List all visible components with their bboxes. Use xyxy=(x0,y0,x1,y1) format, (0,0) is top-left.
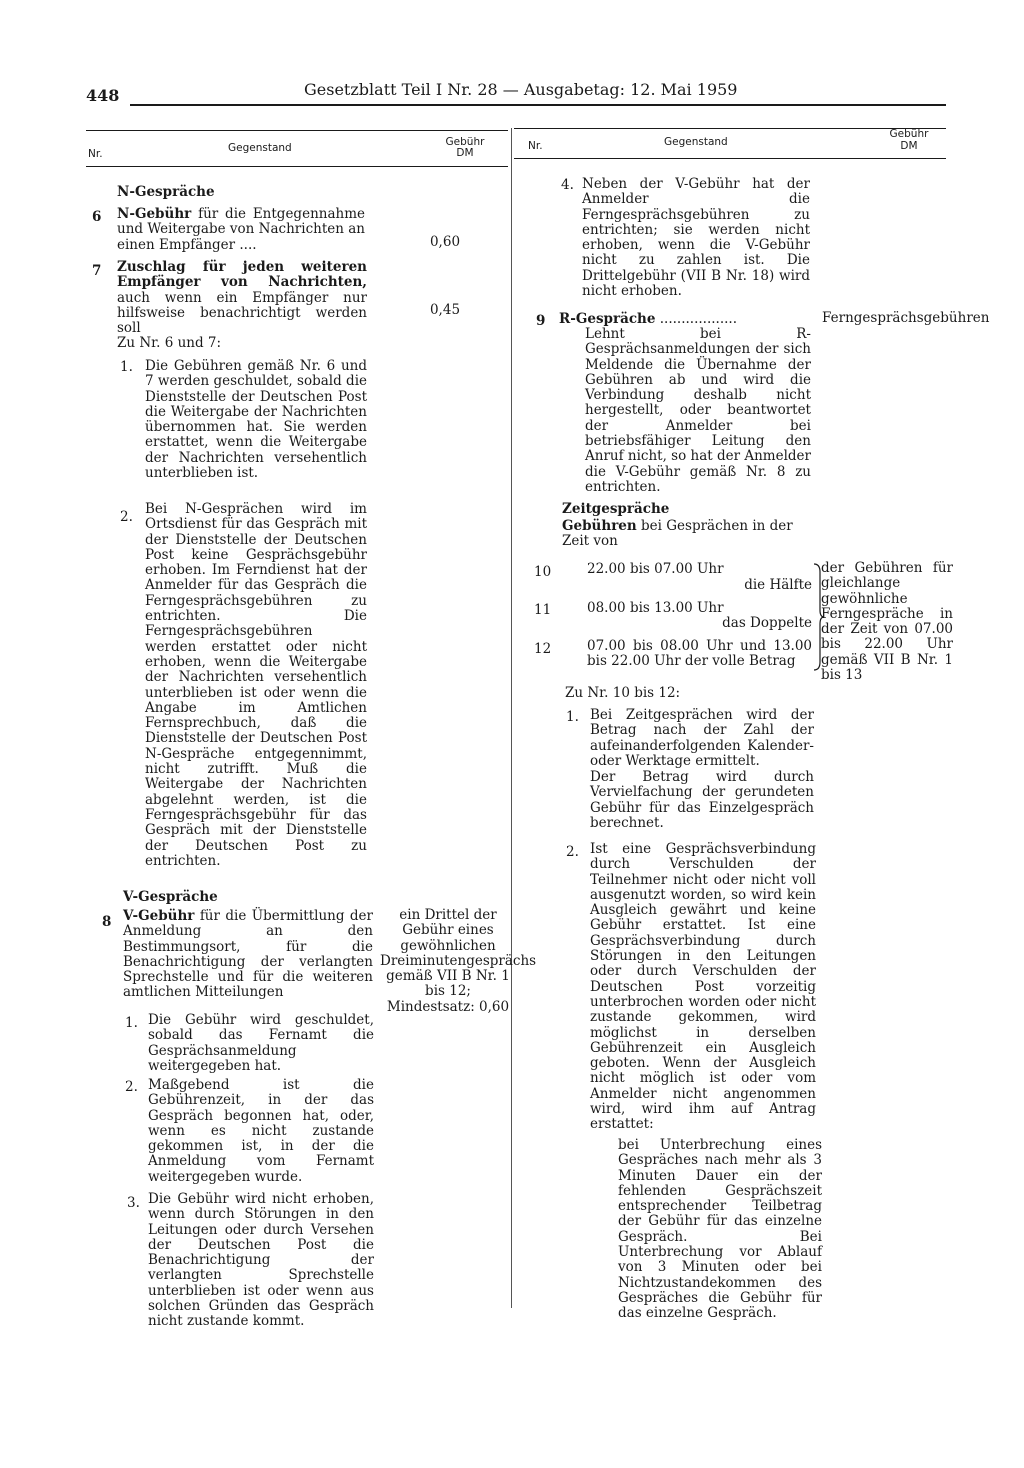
right-col-gegenstand: Gegenstand xyxy=(664,136,728,148)
zeit-note-1b: Der Betrag wird durch Vervielfachung der gerundeten Gebühr für das Einzelgespräch berechnet. xyxy=(590,769,814,831)
zu-6-7-note-1-number: 1. xyxy=(120,359,133,375)
item-8-number: 8 xyxy=(102,914,112,930)
item-10-rate: die Hälfte xyxy=(744,577,812,593)
item-9-text: Lehnt bei R-Gesprächsanmeldungen der sich Meldende die Übernahme der Gebühren ab und wird die Verbindung deshalb nicht hergestellt, oder beantwortet der Anmelder bei betriebsfähiger Leitung den Anruf nicht, so hat der Anmelder die V-Gebühr gemäß Nr. 8 zu entrichten. xyxy=(585,326,811,495)
v-note-1-number: 1. xyxy=(125,1015,138,1031)
item-10-time: 22.00 bis 07.00 Uhr xyxy=(587,561,724,577)
item-11-rate: das Doppelte xyxy=(722,615,812,631)
item-9-number: 9 xyxy=(536,313,546,329)
zeit-note-2-number: 2. xyxy=(566,844,579,860)
item-7-text xyxy=(117,260,367,336)
left-col-gebuehr: Gebühr xyxy=(445,136,485,148)
zu-nr-6-7-heading: Zu Nr. 6 und 7: xyxy=(117,335,222,351)
zu-6-7-note-2-number: 2. xyxy=(120,509,133,525)
left-table-head-rule xyxy=(86,166,508,167)
item-7-body: auch wenn ein Empfänger nur hilfsweise benachrichtigt werden soll xyxy=(117,289,367,337)
zeit-sub-text: bei Gesprächen in der Zeit von xyxy=(562,518,793,550)
item-7-number: 7 xyxy=(92,263,102,279)
zeit-note-2: Ist eine Gesprächsverbindung durch Verschulden der Teilnehmer nicht oder nicht voll ausgenutzt worden, so wird kein Ausgleich gewährt und keine Gebühr erstattet. Ist eine Gesprächsverbindung durch Störungen in den Leitungen oder durch Verschulden der Deutschen Post vorzeitig unterbrochen worden oder nicht zustande gekommen, wird möglichst in derselben Gebührenzeit ein Ausgleich geboten. Wenn der Ausgleich nicht möglich ist oder vom Anmelder nicht angenommen wird, wird ihm auf Antrag erstattet: xyxy=(590,841,816,1133)
item-8-fee: ein Drittel der Gebühr eines gewöhnlichen Dreiminutengesprächs gemäß VII B Nr. 1 bis 12; Mindestsatz: 0,60 xyxy=(380,907,537,1015)
item-9-bold: R-Gespräche xyxy=(559,311,656,327)
zeitgespraeche-heading: Zeitgespräche xyxy=(562,501,670,517)
item-10-number: 10 xyxy=(534,564,552,580)
page-number: 448 xyxy=(86,86,120,105)
zeitgespraeche-subheading xyxy=(562,519,816,550)
zu-nr-10-12-heading: Zu Nr. 10 bis 12: xyxy=(565,685,681,701)
left-col-nr: Nr. xyxy=(88,148,103,160)
right-col-dm: DM xyxy=(900,140,918,152)
item-9-heading xyxy=(559,312,737,327)
zu-6-7-note-2: Bei N-Gesprächen wird im Ortsdienst für das Gespräch mit der Dienststelle der Deutschen Post keine Gesprächsgebühr erhoben. Im Ferndienst hat der Anmelder für das Gespräch die Ferngesprächsgebühren zu entrichten. Die Ferngesprächsgebühren werden erstattet oder nicht erhoben, wenn die Weitergabe der Nachrichten versehentlich unterblieben ist oder wenn die Angabe im Amtlichen Fernsprechbuch, daß die Dienststelle der Deutschen Post N-Gespräche entgegennimmt, nicht zutrifft. Muß die Weitergabe der Nachrichten abgelehnt werden, ist die Ferngesprächsgebühr für das Gespräch mit der Dienststelle der Deutschen Post zu entrichten. xyxy=(145,501,367,869)
item-6-text xyxy=(117,207,365,253)
item-11-time: 08.00 bis 13.00 Uhr xyxy=(587,600,724,616)
item-6-bold: N-Gebühr xyxy=(117,206,192,222)
right-col-nr: Nr. xyxy=(528,140,543,152)
item-12-number: 12 xyxy=(534,641,552,657)
v-note-3-number: 3. xyxy=(127,1195,140,1211)
column-divider xyxy=(511,128,512,1308)
v-note-1: Die Gebühr wird geschuldet, sobald das Fernamt die Gesprächsanmeldung weitergegeben hat. xyxy=(148,1012,374,1074)
left-col-dm: DM xyxy=(456,147,474,159)
left-table-top-rule xyxy=(86,130,508,131)
item-8-text xyxy=(123,909,373,1001)
left-col-gegenstand: Gegenstand xyxy=(228,142,292,154)
v-note-3: Die Gebühr wird nicht erhoben, wenn durch Störungen in den Leitungen oder durch Versehen der Deutschen Post die Benachrichtigung der verlangten Sprechstelle unterblieben ist oder wenn aus solchen Gründen das Gespräch nicht zustande kommt. xyxy=(148,1191,374,1330)
zeit-note-1-number: 1. xyxy=(566,709,579,725)
v-note-2: Maßgebend ist die Gebührenzeit, in der das Gespräch begonnen hat, oder, wenn es nicht zustande gekommen ist, in der die Anmeldung vom Fernamt weitergegeben wurde. xyxy=(148,1077,374,1185)
page-title: Gesetzblatt Teil I Nr. 28 — Ausgabetag: 12. Mai 1959 xyxy=(304,80,738,99)
n-gespraeche-heading: N-Gespräche xyxy=(117,184,215,200)
v-gespraeche-heading: V-Gespräche xyxy=(123,889,218,905)
item-6-body: für die Entgegennahme und Weitergabe von Nachrichten an einen Empfänger .... xyxy=(117,206,365,253)
zu-6-7-note-1: Die Gebühren gemäß Nr. 6 und 7 werden geschuldet, sobald die Dienststelle der Deutschen Post die Weitergabe der Nachrichten übernommen hat. Sie werden erstattet, wenn die Weitergabe der Nachrichten versehentlich unterblieben ist. xyxy=(145,358,367,482)
right-col-gebuehr: Gebühr xyxy=(889,128,929,140)
zeit-fee: der Gebühren für gleichlange gewöhnliche Ferngespräche in der Zeit von 07.00 bis 22.00 Uhr gemäß VII B Nr. 1 bis 13 xyxy=(821,560,953,684)
item-9-fee: Ferngesprächsgebühren xyxy=(822,310,990,326)
v-note-2-number: 2. xyxy=(125,1079,138,1095)
right-table-head-rule xyxy=(514,158,946,159)
item-8-body: für die Übermittlung der Anmeldung an den Bestimmungsort, für die Benachrichtigung der verlangten Sprechstelle und für die weiteren amtlichen Mitteilungen xyxy=(123,908,373,1001)
header-rule xyxy=(130,104,946,106)
item-7-bold: Zuschlag für jeden weiteren Empfänger von Nachrichten, xyxy=(117,259,367,291)
v-note-4: Neben der V-Gebühr hat der Anmelder die Ferngesprächsgebühren zu entrichten; sie werden nicht erhoben, wenn die V-Gebühr nicht zu zahlen ist. Die Drittelgebühr (VII B Nr. 18) wird nicht erhoben. xyxy=(582,176,810,300)
zeit-sub-bold: Gebühren xyxy=(562,518,637,534)
zeit-note-1a: Bei Zeitgesprächen wird der Betrag nach der Zahl der aufeinanderfolgenden Kalender- oder Werktage ermittelt. xyxy=(590,707,814,769)
item-11-number: 11 xyxy=(534,602,552,618)
zeit-note-2-sub: bei Unterbrechung eines Gespräches nach mehr als 3 Minuten Dauer ein der fehlenden Gesprächszeit entsprechender Teilbetrag der Gebühr für das einzelne Gespräch. Bei Unterbrechung vor Ablauf von 3 Minuten oder bei Nichtzustandekommen des Gespräches die Gebühr für das einzelne Gespräch. xyxy=(618,1137,822,1322)
item-8-bold: V-Gebühr xyxy=(123,908,195,924)
item-6-number: 6 xyxy=(92,209,102,225)
v-note-4-number: 4. xyxy=(561,177,574,193)
item-12-time: 07.00 bis 08.00 Uhr und 13.00 bis 22.00 Uhr der volle Betrag xyxy=(587,638,812,670)
item-9-dots: .................. xyxy=(659,311,738,327)
item-7-fee: 0,45 xyxy=(429,302,461,318)
item-6-fee: 0,60 xyxy=(429,234,461,250)
